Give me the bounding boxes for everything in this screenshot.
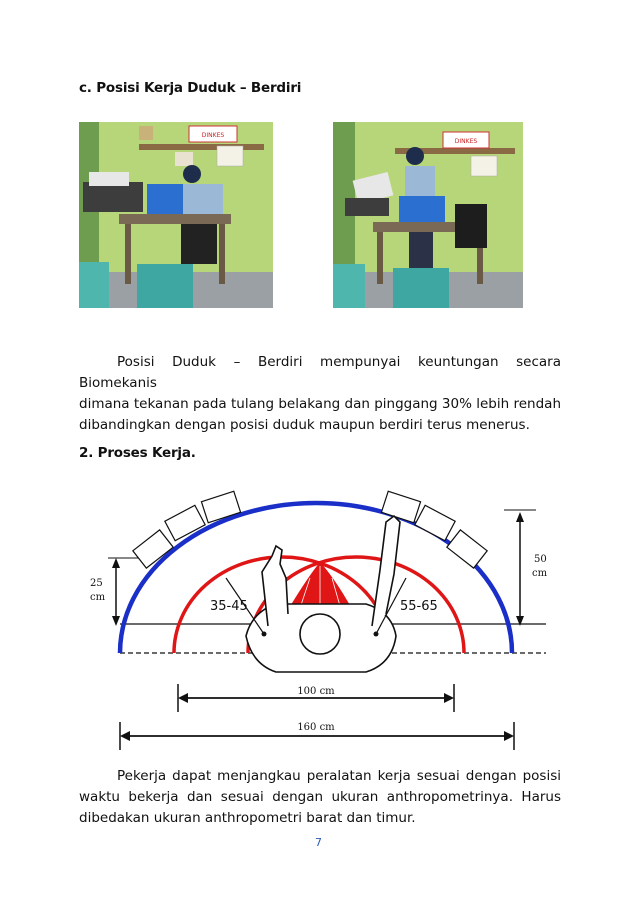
angle-label-left: 35-45	[210, 599, 248, 614]
sign-text-right: DINKES	[454, 138, 478, 145]
paragraph-line	[79, 766, 561, 787]
angle-label-right: 55-65	[400, 599, 438, 614]
worker-head	[300, 614, 340, 654]
reach-zone-diagram	[76, 486, 562, 756]
tool-box	[415, 505, 455, 540]
dimension-25-unit: cm	[90, 592, 106, 603]
paragraph-anthropometry	[79, 766, 561, 829]
paragraph-line	[79, 352, 561, 394]
paragraph-text: Posisi Duduk – Berdiri mempunyai keuntungan secara Biomekanis	[79, 354, 561, 391]
dimension-50-unit: cm	[532, 568, 548, 579]
worker-right-arm	[372, 516, 400, 626]
dimension-160-label: 160 cm	[297, 722, 335, 733]
page-number: 7	[315, 836, 322, 849]
paragraph-line: dimana tekanan pada tulang belakang dan pinggang 30% lebih rendah	[79, 396, 561, 412]
paragraph-biomechanics	[79, 352, 561, 436]
dimension-100-label: 100 cm	[297, 686, 335, 697]
section-heading-c: c. Posisi Kerja Duduk – Berdiri	[79, 80, 302, 96]
tool-box	[381, 491, 420, 522]
tool-box	[133, 530, 173, 568]
tool-box	[165, 505, 205, 540]
paragraph-line: waktu bekerja dan sesuai dengan ukuran anthropometrinya. Harus	[79, 789, 561, 805]
dimension-50-label: 50	[534, 554, 547, 565]
paragraph-line: dibandingkan dengan posisi duduk maupun berdiri terus menerus.	[79, 417, 530, 433]
paragraph-text: Pekerja dapat menjangkau peralatan kerja sesuai dengan posisi	[117, 768, 561, 784]
paragraph-line: dibedakan ukuran anthropometri barat dan timur.	[79, 810, 416, 826]
reach-zone-svg	[76, 486, 562, 756]
section-heading-2: 2. Proses Kerja.	[79, 445, 196, 461]
dimension-25-label: 25	[90, 578, 103, 589]
tool-box	[447, 530, 487, 568]
photo-sitting-worker	[79, 122, 273, 308]
photo-standing-worker	[333, 122, 523, 308]
sign-text-left: DINKES	[201, 132, 225, 139]
